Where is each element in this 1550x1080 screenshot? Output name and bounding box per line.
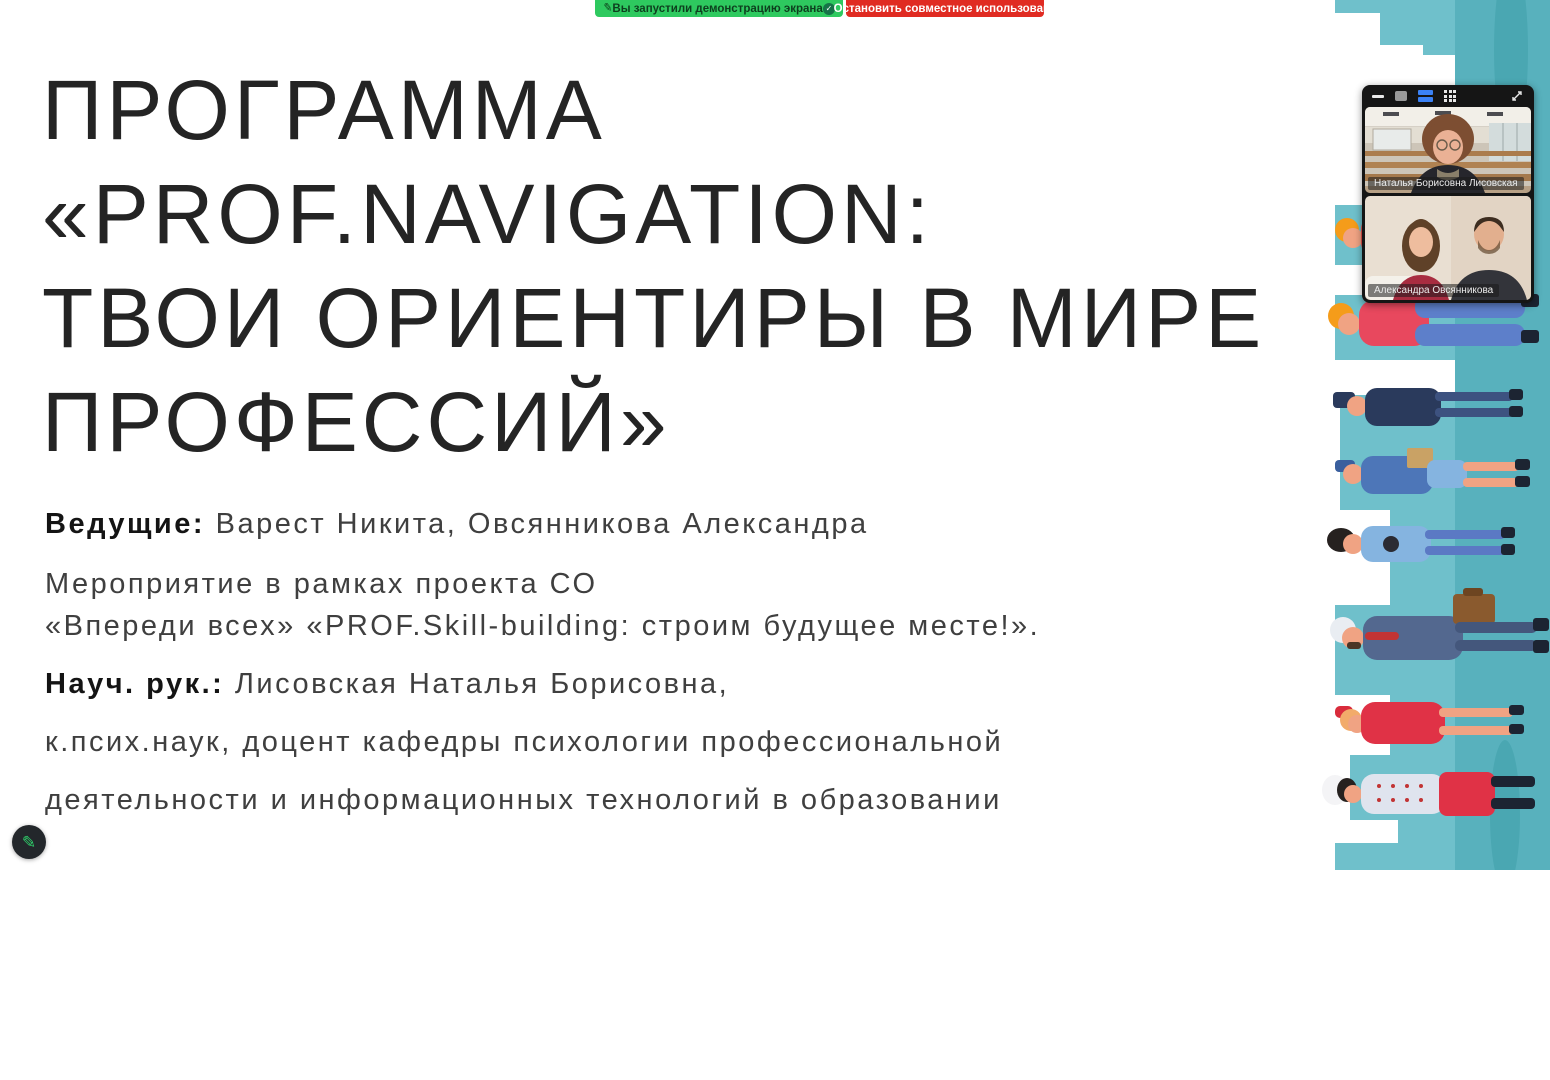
participants-video-panel[interactable] [1362,85,1534,303]
credentials-text-1: к.псих.наук, доцент кафедры психологии профессиональной [45,726,1004,758]
screen-share-status-pill [595,0,843,17]
share-status-label: Вы запустили демонстрацию экрана [612,2,823,15]
minimize-button[interactable] [1372,95,1384,98]
expand-panel-button[interactable] [1510,89,1524,103]
event-text-2: «Впереди всех» «PROF.Skill-building: строим будущее месте!». [45,610,1041,642]
slide-credentials-line-1 [45,726,1003,759]
supervisor-name: Лисовская Наталья Борисовна, [224,668,730,700]
participant-name-badge: Наталья Борисовна Лисовская [1368,177,1524,190]
slide-event-line-1 [45,568,598,601]
annotation-pencil-icon: ✎ [602,1,614,15]
title-line-4: ПРОФЕССИЙ» [42,375,671,469]
title-line-1: ПРОГРАММА [42,63,606,157]
slide-credentials-line-2 [45,784,1002,817]
video-panel-toolbar [1365,85,1531,107]
speaker-view-button[interactable] [1395,91,1407,101]
title-line-3: ТВОИ ОРИЕНТИРЫ В МИРЕ [42,271,1266,365]
video-tile-1 [1365,107,1531,193]
speaker-view-icon [1395,91,1407,101]
minimize-icon [1372,95,1384,98]
supervisor-label: Науч. рук.: [45,668,225,700]
credentials-text-2: деятельности и информационных технологий в образовании [45,784,1002,816]
slide-supervisor-line [45,668,729,701]
gallery-view-button[interactable] [1444,90,1456,102]
presenters-names: Варест Никита, Овсянникова Александра [205,508,869,540]
strip-view-button[interactable] [1418,90,1433,102]
slide-presenters-line [45,508,869,541]
pencil-icon: ✎ [21,832,37,852]
presenters-label: Ведущие: [45,508,206,540]
stop-share-button[interactable] [833,0,1064,17]
strip-view-icon [1418,90,1433,102]
stop-share-label: Остановить совместное использование [833,2,1064,15]
video-tile-2 [1365,196,1531,300]
title-line-2: «PROF.NAVIGATION: [42,167,934,261]
event-text-1: Мероприятие в рамках проекта СО [45,568,598,600]
annotation-toolbar-button[interactable] [12,825,46,859]
expand-arrows-icon [1510,89,1524,103]
gallery-view-icon [1444,90,1456,102]
security-check-icon: ✓ [823,3,835,15]
slide-title [42,58,1265,474]
slide-event-line-2 [45,610,1040,643]
participant-name-badge: Александра Овсянникова [1368,284,1499,297]
